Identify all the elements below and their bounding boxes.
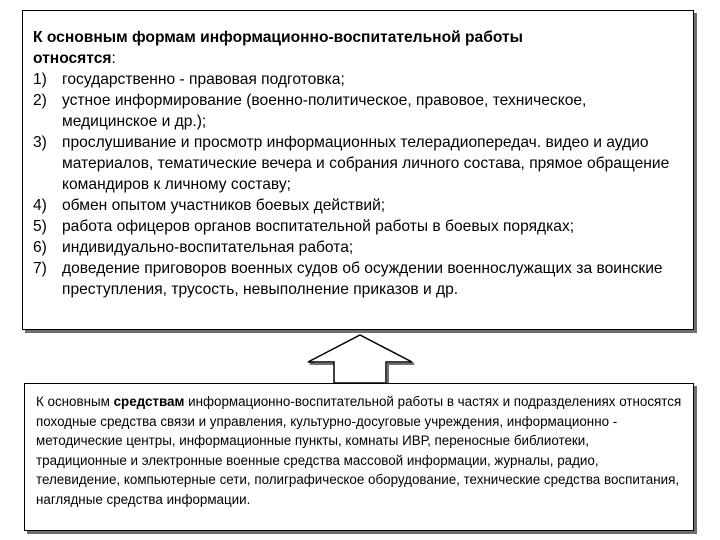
list-number: 6) bbox=[33, 239, 47, 256]
forms-list-item bbox=[33, 132, 685, 195]
list-item-text: государственно - правовая подготовка; bbox=[62, 71, 345, 88]
means-paragraph bbox=[36, 392, 683, 509]
forms-list-item bbox=[33, 195, 685, 216]
means-keyword: средствам bbox=[113, 394, 185, 409]
means-text: информационно-воспитательной работы в частях и подразделениях относятся походные средства связи и управления, культурно-досуговые учреждения, информационно - методические центры, информационные пункты, комнаты ИВР, переносные библиотеки, традиционные и электронные военные средства массовой информации, журналы, радио, телевидение, компьютерные сети, полиграфическое оборудование, технические средства воспитания, наглядные средства информации. bbox=[36, 394, 682, 507]
list-number: 5) bbox=[33, 218, 47, 235]
forms-box bbox=[22, 10, 694, 330]
list-item-text: доведение приговоров военных судов об осуждении военнослужащих за воинские преступления, трусость, невыполнение приказов и др. bbox=[62, 260, 663, 298]
means-intro: К основным bbox=[36, 394, 114, 409]
list-item-text: работа офицеров органов воспитательной работы в боевых порядках; bbox=[62, 218, 575, 235]
up-arrow-icon bbox=[305, 333, 415, 383]
forms-heading bbox=[33, 27, 685, 69]
forms-heading-colon: : bbox=[111, 50, 116, 67]
list-item-text: прослушивание и просмотр информационных телерадиопередач. видео и аудио материалов, тематические вечера и собрания личного состава, прямое обращение командиров к личному составу; bbox=[62, 134, 670, 193]
list-item-text: устное информирование (военно-политическое, правовое, техническое, медицинское и др.); bbox=[62, 92, 587, 130]
list-item-text: обмен опытом участников боевых действий; bbox=[62, 197, 386, 214]
list-number: 1) bbox=[33, 71, 47, 88]
forms-heading-line2: относятся bbox=[33, 50, 112, 67]
forms-list-item bbox=[33, 258, 685, 300]
list-number: 3) bbox=[33, 134, 47, 151]
forms-list-item bbox=[33, 216, 685, 237]
forms-list-item bbox=[33, 90, 685, 132]
list-number: 7) bbox=[33, 260, 47, 277]
list-number: 2) bbox=[33, 92, 47, 109]
list-item-text: индивидуально-воспитательная работа; bbox=[62, 239, 354, 256]
forms-list-item bbox=[33, 69, 685, 90]
forms-heading-line1: К основным формам информационно-воспитательной работы bbox=[33, 29, 523, 46]
forms-list-item bbox=[33, 237, 685, 258]
list-number: 4) bbox=[33, 197, 47, 214]
means-box bbox=[24, 383, 694, 531]
forms-list bbox=[33, 69, 685, 300]
